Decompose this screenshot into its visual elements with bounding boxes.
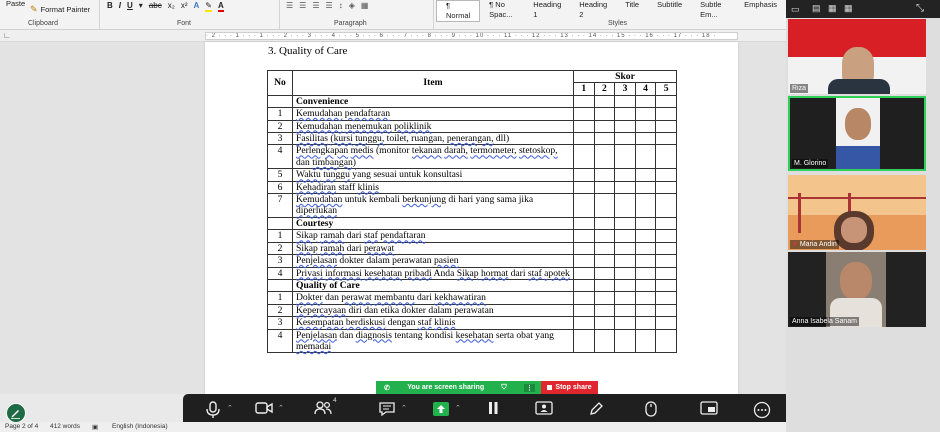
score-cell[interactable] (656, 279, 677, 291)
score-cell[interactable] (574, 169, 595, 181)
score-cell[interactable] (594, 194, 615, 218)
text-effects-button[interactable]: A (193, 1, 200, 10)
item-text[interactable]: Privasi informasi kesehatan pribadi Anda Sikap hormat dari staf apotek (293, 267, 574, 279)
score-cell[interactable] (656, 304, 677, 316)
table-row (268, 181, 677, 193)
score-cell[interactable] (594, 108, 615, 120)
table-row (268, 304, 677, 316)
muted-icon: ✕ (792, 241, 800, 248)
stop-share-label: Stop share (555, 384, 592, 391)
borders-icon[interactable]: ▦ (360, 1, 369, 10)
participant-video (828, 79, 890, 94)
score-cell[interactable] (635, 181, 656, 193)
score-cell[interactable] (635, 255, 656, 267)
style-heading-2[interactable]: Heading 2 (579, 0, 608, 19)
styles-group-label: Styles (608, 20, 628, 27)
row-number (268, 279, 293, 291)
score-cell[interactable] (574, 242, 595, 254)
line-spacing-icon[interactable]: ↕ (338, 1, 343, 10)
section-heading: 3. Quality of Care (268, 45, 348, 57)
highlight-button[interactable]: ✎ (205, 1, 212, 10)
score-cell[interactable] (656, 194, 677, 218)
align-center-icon[interactable]: ☰ (299, 1, 307, 10)
document-area (0, 42, 786, 394)
row-number: 1 (268, 108, 293, 120)
participant-name: Anna Isabela Sanam (792, 318, 857, 325)
score-cell[interactable] (615, 329, 636, 353)
item-text[interactable]: Fasilitas (kursi tunggu, toilet, ruangan, penerangan, dll) (293, 133, 574, 145)
item-text[interactable]: Dokter dan perawat membantu dari kekhawatiran (293, 292, 574, 304)
participant-video (840, 262, 872, 300)
item-text[interactable]: Sikap ramah dari staf pendaftaran (293, 230, 574, 242)
score-cell[interactable] (635, 133, 656, 145)
style-no-spacing[interactable]: ¶ No Spac... (489, 0, 513, 19)
table-row (268, 230, 677, 242)
row-number: 1 (268, 230, 293, 242)
align-right-icon[interactable]: ☰ (312, 1, 320, 10)
table-row (268, 133, 677, 145)
score-cell[interactable] (615, 145, 636, 169)
style-heading-1[interactable]: Heading 1 (533, 0, 562, 19)
section-row (268, 279, 677, 291)
style-subtle-emphasis[interactable]: Subtle Em... (700, 0, 722, 19)
score-cell[interactable] (615, 255, 636, 267)
row-number: 4 (268, 267, 293, 279)
score-cell[interactable] (615, 217, 636, 229)
chevron-up-icon[interactable]: ⌃ (278, 405, 284, 412)
stop-icon (547, 385, 552, 390)
col-item-header: Item (293, 71, 574, 96)
shield-icon: ⛉ (501, 383, 507, 391)
score-cell[interactable] (594, 217, 615, 229)
gallery-view-icon[interactable]: ▦ (828, 3, 837, 13)
score-cell[interactable] (635, 242, 656, 254)
table-row (268, 145, 677, 169)
screen-share-bar (376, 381, 598, 394)
participant-video (788, 197, 926, 199)
score-cell[interactable] (635, 120, 656, 132)
participant-video (798, 193, 801, 233)
chevron-up-icon[interactable]: ⌃ (227, 405, 233, 412)
item-text[interactable]: Kesempatan berdiskusi dengan staf klinis (293, 317, 574, 329)
item-text[interactable]: Kemudahan menemukan poliklinik (293, 120, 574, 132)
score-cell[interactable] (635, 292, 656, 304)
score-cell[interactable] (594, 267, 615, 279)
row-number: 6 (268, 181, 293, 193)
score-header-5: 5 (656, 83, 677, 95)
score-cell[interactable] (594, 279, 615, 291)
score-cell[interactable] (574, 194, 595, 218)
score-cell[interactable] (594, 169, 615, 181)
table-row (268, 108, 677, 120)
table-row (268, 267, 677, 279)
panel-toolbar (786, 0, 940, 18)
justify-icon[interactable]: ☰ (325, 1, 333, 10)
participant-tile[interactable] (788, 19, 926, 94)
score-cell[interactable] (656, 317, 677, 329)
paragraph-group-label: Paragraph (334, 20, 367, 27)
clipboard-group-label: Clipboard (28, 20, 58, 27)
score-cell[interactable] (656, 145, 677, 169)
row-number: 2 (268, 120, 293, 132)
score-cell[interactable] (615, 279, 636, 291)
score-cell[interactable] (656, 95, 677, 107)
score-cell[interactable] (635, 145, 656, 169)
share-screen-icon (432, 401, 450, 417)
participant-tile[interactable] (788, 175, 926, 250)
score-cell[interactable] (574, 95, 595, 107)
score-cell[interactable] (594, 329, 615, 353)
score-cell[interactable] (635, 194, 656, 218)
participants-count: 4 (333, 397, 337, 404)
score-cell[interactable] (594, 120, 615, 132)
score-cell[interactable] (656, 120, 677, 132)
score-cell[interactable] (574, 292, 595, 304)
participant-video (845, 108, 871, 140)
participant-video (842, 47, 874, 83)
score-cell[interactable] (635, 279, 656, 291)
score-cell[interactable] (574, 181, 595, 193)
row-number: 3 (268, 133, 293, 145)
sharing-text: You are screen sharing (407, 384, 485, 391)
score-cell[interactable] (594, 292, 615, 304)
table-row (268, 317, 677, 329)
info-icon[interactable]: ⋮ (525, 384, 533, 392)
show-meeting-icon (700, 401, 718, 415)
score-cell[interactable] (594, 133, 615, 145)
score-cell[interactable] (656, 267, 677, 279)
style-normal[interactable]: ¶ Normal (436, 0, 480, 22)
score-cell[interactable] (635, 304, 656, 316)
score-cell[interactable] (656, 230, 677, 242)
word-count[interactable]: 412 words (50, 423, 80, 430)
row-number: 4 (268, 329, 293, 353)
layout-icon (535, 401, 553, 415)
score-cell[interactable] (615, 242, 636, 254)
score-cell[interactable] (615, 181, 636, 193)
score-cell[interactable] (656, 169, 677, 181)
participant-video (841, 217, 867, 243)
score-cell[interactable] (615, 169, 636, 181)
more-icon (753, 401, 771, 419)
participant-tile[interactable] (788, 252, 926, 327)
strikethrough-button[interactable]: abc (148, 1, 162, 10)
styles-gallery (436, 0, 786, 22)
score-cell[interactable] (594, 145, 615, 169)
grid-icon[interactable]: ▦ (844, 3, 853, 13)
score-cell[interactable] (574, 329, 595, 353)
pen-icon (7, 404, 24, 421)
dropdown-icon[interactable]: ▾ (138, 1, 143, 10)
style-subtitle[interactable]: Subtitle (657, 0, 683, 9)
questionnaire-table (267, 70, 677, 353)
score-cell[interactable] (656, 181, 677, 193)
score-header-3: 3 (615, 83, 636, 95)
chevron-up-icon[interactable]: ⌃ (401, 405, 407, 412)
score-cell[interactable] (594, 230, 615, 242)
score-cell[interactable] (574, 255, 595, 267)
score-cell[interactable] (574, 133, 595, 145)
score-cell[interactable] (574, 279, 595, 291)
document-page[interactable] (205, 42, 738, 394)
horizontal-ruler[interactable] (0, 30, 786, 42)
collapse-icon[interactable]: ⤡ (916, 3, 924, 14)
row-number: 5 (268, 169, 293, 181)
row-number (268, 217, 293, 229)
section-row (268, 95, 677, 107)
score-cell[interactable] (635, 267, 656, 279)
ribbon-divider (279, 0, 280, 30)
score-cell[interactable] (594, 95, 615, 107)
section-label[interactable]: Courtesy (293, 217, 574, 229)
video-camera-icon (255, 401, 273, 415)
pause-icon (486, 401, 500, 415)
score-cell[interactable] (656, 292, 677, 304)
score-cell[interactable] (615, 133, 636, 145)
score-cell[interactable] (635, 230, 656, 242)
annotate-pen-icon (588, 401, 604, 417)
score-header-4: 4 (635, 83, 656, 95)
score-cell[interactable] (656, 108, 677, 120)
score-cell[interactable] (615, 95, 636, 107)
participant-panel (786, 0, 940, 432)
score-cell[interactable] (656, 133, 677, 145)
item-text[interactable]: Kemudahan pendaftaran (293, 108, 574, 120)
ruler-scale: · 2 · · · 1 · · · 1 · · · 2 · · · 3 · · · 4 · · · 5 · · · 6 · · · 7 · · · 8 · · · 9 · · · 10 · · · 11 · · · 12 · · · 13 · · · 14 · · · 15 · · · 16 · · · 17 · · · 18 · (205, 32, 738, 40)
score-cell[interactable] (574, 304, 595, 316)
score-cell[interactable] (615, 108, 636, 120)
format-painter-button[interactable] (30, 4, 90, 15)
table-row (268, 292, 677, 304)
subscript-button[interactable]: x₂ (167, 1, 175, 10)
score-cell[interactable] (574, 145, 595, 169)
chat-icon (378, 401, 396, 417)
font-group-label: Font (177, 20, 192, 27)
row-number: 7 (268, 194, 293, 218)
row-number: 4 (268, 145, 293, 169)
participant-video (836, 146, 880, 169)
language-indicator[interactable]: English (Indonesia) (112, 423, 168, 430)
row-number: 3 (268, 317, 293, 329)
participant-name-text: Maria Andin (799, 241, 837, 248)
row-number: 1 (268, 292, 293, 304)
score-header-1: 1 (574, 83, 595, 95)
word-ribbon (0, 0, 786, 30)
score-cell[interactable] (574, 317, 595, 329)
participant-name (790, 240, 839, 249)
page-count[interactable]: Page 2 of 4 (5, 423, 39, 430)
score-cell[interactable] (656, 217, 677, 229)
score-cell[interactable] (635, 317, 656, 329)
score-cell[interactable] (635, 108, 656, 120)
score-cell[interactable] (635, 95, 656, 107)
shading-icon[interactable]: ◈ (348, 1, 355, 10)
score-cell[interactable] (656, 242, 677, 254)
item-text[interactable]: Kehadiran staff klinis (293, 181, 574, 193)
item-text[interactable]: Perlengkapan medis (monitor tekanan darah, termometer, stetoskop, dan timbangan) (293, 145, 574, 169)
score-cell[interactable] (615, 194, 636, 218)
phone-icon: ✆ (384, 384, 390, 392)
score-cell[interactable] (656, 329, 677, 353)
table-row (268, 169, 677, 181)
sharing-indicator (376, 381, 541, 394)
ribbon-divider (99, 0, 100, 30)
score-cell[interactable] (635, 217, 656, 229)
item-text[interactable]: Waktu tunggu yang sesuai untuk konsultasi (293, 169, 574, 181)
superscript-button[interactable]: x² (180, 1, 188, 10)
score-cell[interactable] (574, 217, 595, 229)
paragraph-buttons (286, 1, 368, 10)
score-cell[interactable] (574, 230, 595, 242)
score-cell[interactable] (574, 120, 595, 132)
style-title[interactable]: Title (625, 0, 640, 9)
align-left-icon[interactable]: ☰ (286, 1, 294, 10)
bold-button[interactable]: B (107, 1, 113, 10)
section-row (268, 217, 677, 229)
table-row (268, 242, 677, 254)
speaker-view-icon[interactable]: ▤ (812, 3, 821, 13)
score-cell[interactable] (594, 181, 615, 193)
score-cell[interactable] (594, 242, 615, 254)
score-cell[interactable] (594, 304, 615, 316)
score-cell[interactable] (656, 255, 677, 267)
stop-share-button[interactable] (541, 381, 598, 394)
item-text[interactable]: Penjelasan dokter dalam perawatan pasien (293, 255, 574, 267)
item-text[interactable]: Kepercayaan diri dan etika dokter dalam perawatan (293, 304, 574, 316)
score-cell[interactable] (574, 108, 595, 120)
mouse-icon (645, 401, 657, 417)
section-label[interactable]: Quality of Care (293, 279, 574, 291)
row-number: 3 (268, 255, 293, 267)
participants-icon (314, 401, 332, 415)
score-cell[interactable] (594, 317, 615, 329)
participant-name: M. Glorino (794, 160, 827, 167)
font-color-button[interactable]: A (217, 1, 224, 10)
participant-tile-active[interactable] (788, 96, 926, 171)
underline-button[interactable]: U (127, 1, 133, 10)
score-cell[interactable] (594, 255, 615, 267)
item-text[interactable]: Sikap ramah dari perawat (293, 242, 574, 254)
paste-button[interactable]: Paste (6, 0, 26, 8)
score-cell[interactable] (615, 120, 636, 132)
section-label[interactable]: Convenience (293, 95, 574, 107)
participant-name: Riza (792, 85, 807, 92)
proofing-icon[interactable]: ▣ (92, 424, 99, 431)
table-row (268, 255, 677, 267)
score-cell[interactable] (615, 230, 636, 242)
ribbon-divider (433, 0, 434, 30)
col-no-header: No (268, 71, 293, 96)
italic-button[interactable]: I (118, 1, 122, 10)
row-number: 2 (268, 304, 293, 316)
row-number (268, 95, 293, 107)
font-format-buttons (107, 1, 224, 12)
score-cell[interactable] (635, 329, 656, 353)
score-cell[interactable] (574, 267, 595, 279)
editor-fab[interactable] (6, 403, 26, 423)
score-cell[interactable] (615, 304, 636, 316)
format-painter-icon: ✎ (30, 4, 38, 14)
col-skor-header: Skor (574, 71, 677, 83)
table-row (268, 120, 677, 132)
microphone-icon (205, 401, 221, 419)
score-cell[interactable] (635, 169, 656, 181)
score-cell[interactable] (615, 267, 636, 279)
item-text[interactable]: Penjelasan dan diagnosis tentang kondisi kesehatan serta obat yang memadai (293, 329, 574, 353)
score-cell[interactable] (615, 292, 636, 304)
style-emphasis[interactable]: Emphasis (744, 0, 777, 9)
score-header-2: 2 (594, 83, 615, 95)
chevron-up-icon[interactable]: ⌃ (455, 405, 461, 412)
table-row (268, 329, 677, 353)
participant-video (788, 175, 926, 215)
score-cell[interactable] (615, 317, 636, 329)
tab-stop-icon[interactable]: ∟ (3, 31, 11, 40)
video-camera-icon[interactable]: ▭ (791, 4, 800, 14)
item-text[interactable]: Kemudahan untuk kembali berkunjung di hari yang sama jika diperlukan (293, 194, 574, 218)
table-row (268, 194, 677, 218)
row-number: 2 (268, 242, 293, 254)
format-painter-label: Format Painter (40, 5, 91, 14)
